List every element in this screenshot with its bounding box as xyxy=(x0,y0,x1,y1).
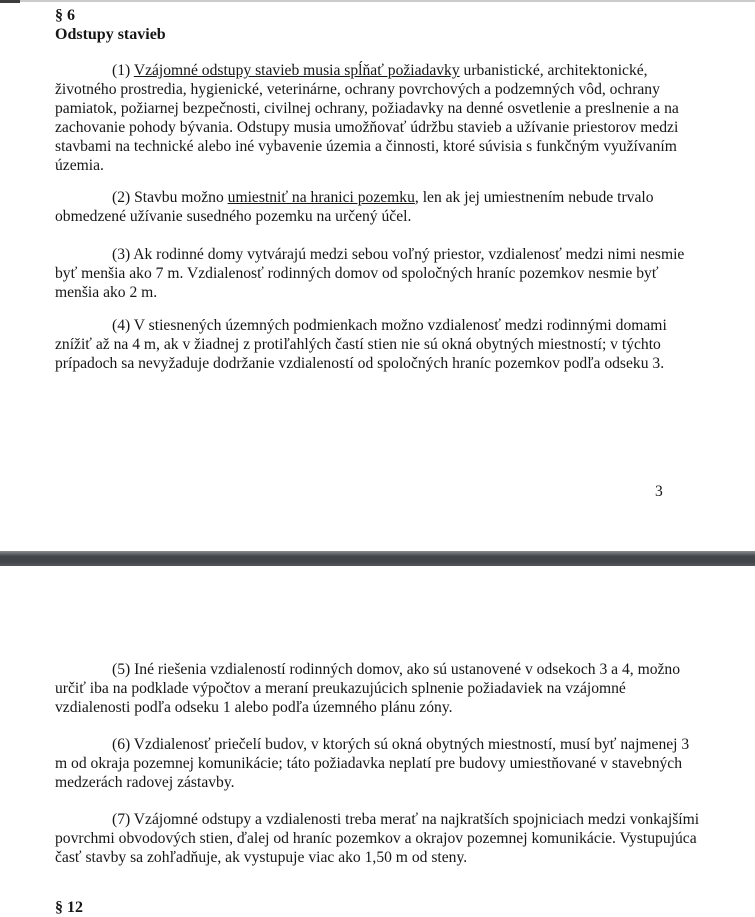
next-section-number: § 12 xyxy=(55,899,83,916)
paragraph-1-underlined-text: Vzájomné odstupy stavieb musia spĺňať požiadavky xyxy=(133,62,460,79)
paragraph-5: (5) Iné riešenia vzdialeností rodinných domov, ako sú ustanovené v odsekoch 3 a 4, možno určiť iba na podklade výpočtov a meraní preukazujúcich splnenie požiadaviek na vzájomné vzdialenosti podľa odseku 1 alebo podľa územného plánu zóny. xyxy=(55,661,681,716)
page-number: 3 xyxy=(655,483,663,500)
section-number: § 6 xyxy=(55,7,75,24)
paragraph-2 xyxy=(55,188,705,226)
top-edge-line xyxy=(0,0,755,2)
paragraph-1-prefix: (1) xyxy=(112,62,134,79)
section-title: Odstupy stavieb xyxy=(55,26,166,43)
paragraph-2-prefix: (2) Stavbu možno xyxy=(112,189,228,206)
paragraph-7: (7) Vzájomné odstupy a vzdialenosti treba merať na najkratších spojniciach medzi vonkajšími povrchmi obvodových stien, ďalej od hraníc pozemkov a okrajov pozemnej komunikácie. Vystupujúca časť stavby sa zohľadňuje, ak vystupuje viac ako 1,50 m od steny. xyxy=(55,811,700,866)
paragraph-1-rest: urbanistické, architektonické, životného prostredia, hygienické, veterinárne, ochrany povrchových a podzemných vôd, ochrany pamiatok, požiarnej bezpečnosti, civilnej ochrany, požiadavky na denné osvetlenie a preslnenie a na zachovanie pohody bývania. Odstupy musia umožňovať údržbu stavieb a užívanie priestorov medzi stavbami na technické alebo iné vybavenie územia a činnosti, ktoré súvisia s funkčným využívaním územia. xyxy=(55,62,679,174)
paragraph-2-underlined-text: umiestniť na hranici pozemku xyxy=(227,189,415,206)
section-heading xyxy=(55,6,166,44)
top-edge-dark-segment xyxy=(0,0,20,3)
paragraph-4: (4) V stiesnených územných podmienkach možno vzdialenosť medzi rodinnými domami znížiť až na 4 m, ak v žiadnej z protiľahlých častí stien nie sú okná obytných miestností; v týchto prípadoch sa nevyžaduje dodržanie vzdialeností od spoločných hraníc pozemkov podľa odseku 3. xyxy=(55,317,667,372)
paragraph-2-rest: , len ak jej umiestnením nebude trvalo obmedzené užívanie susedného pozemku na určený účel. xyxy=(55,189,654,225)
paragraph-6: (6) Vzdialenosť priečelí budov, v ktorých sú okná obytných miestností, musí byť najmenej 3 m od okraja pozemnej komunikácie; táto požiadavka neplatí pre budovy umiestňované v stavebných medzerách radovej zástavby. xyxy=(55,736,690,791)
paragraph-1 xyxy=(55,61,705,175)
paragraph-3: (3) Ak rodinné domy vytvárajú medzi sebou voľný priestor, vzdialenosť medzi nimi nesmie byť menšia ako 7 m. Vzdialenosť rodinných domov od spoločných hraníc pozemkov nesmie byť menšia ako 2 m. xyxy=(55,246,685,301)
page-separator-bar xyxy=(0,551,755,566)
